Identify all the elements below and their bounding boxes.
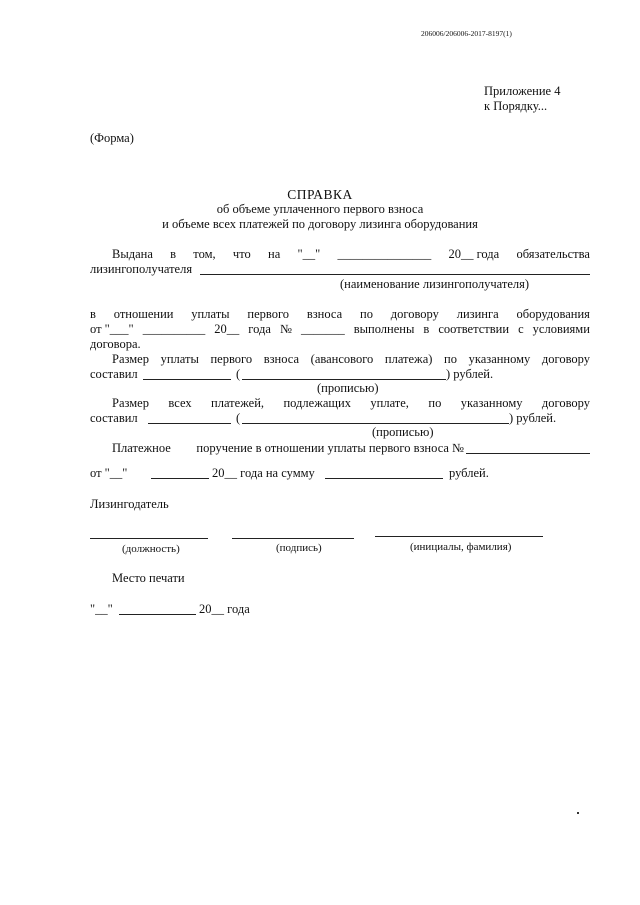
lessor-label: Лизингодатель [90, 497, 169, 511]
payment-word: уплаты [191, 307, 230, 321]
all-payments-suffix: ) рублей. [509, 411, 557, 425]
signature-line [232, 538, 354, 539]
all-payments-word: всех [168, 396, 192, 410]
form-label: (Форма) [90, 131, 134, 145]
payment-word: лизинга [456, 307, 499, 321]
payment-line-1 [90, 307, 590, 322]
payment-word: 20__ [214, 322, 240, 336]
payment-word: первого [247, 307, 290, 321]
payment-order-word: Платежное [112, 441, 171, 455]
payment-order-sum-line [325, 478, 443, 479]
first-payment-word: платежа) [384, 352, 433, 366]
first-payment-prefix: составил [90, 367, 138, 381]
all-payments-word: уплате, [370, 396, 409, 410]
all-payments-words-line [242, 423, 509, 424]
payment-line-2 [90, 322, 590, 337]
first-payment-word: договору [541, 352, 590, 366]
payment-word: года [248, 322, 271, 336]
first-payment-caption: (прописью) [317, 381, 379, 395]
first-payment-suffix: ) рублей. [446, 367, 494, 381]
stamp-label: Место печати [112, 571, 185, 585]
payment-word: от "___" [90, 322, 134, 336]
document-subtitle-1: об объеме уплаченного первого взноса [216, 202, 424, 216]
first-payment-word: Размер [112, 352, 149, 366]
scan-mark [577, 812, 579, 814]
all-payments-caption: (прописью) [372, 425, 434, 439]
issued-line-1 [112, 247, 590, 262]
first-payment-word: взноса [263, 352, 300, 366]
document-subtitle-2: и объеме всех платежей по договору лизинга оборудования [162, 217, 478, 231]
issued-day-blank: "__" [297, 247, 321, 261]
payment-order-date-mid: 20__ года на сумму [212, 466, 315, 480]
first-payment-word: (авансового [310, 352, 374, 366]
all-payments-line-1 [112, 396, 590, 411]
lessee-caption: (наименование лизингополучателя) [340, 277, 530, 291]
issued-word: том, [193, 247, 216, 261]
payment-word: _______ [300, 322, 345, 336]
all-payments-paren-open: ( [236, 411, 241, 425]
lessee-label: лизингополучателя [90, 262, 193, 276]
all-payments-prefix: составил [90, 411, 138, 425]
payment-line-3: договора. [90, 337, 141, 351]
first-payment-word: по [444, 352, 457, 366]
issued-word: Выдана [112, 247, 153, 261]
first-payment-word: первого [210, 352, 253, 366]
date-month-line [119, 614, 196, 615]
issued-month-blank: _______________ [337, 247, 432, 261]
all-payments-word: договору [541, 396, 590, 410]
first-payment-word: уплаты [160, 352, 199, 366]
payment-word: выполнены [353, 322, 415, 336]
payment-word: в [90, 307, 96, 321]
all-payments-word: подлежащих [283, 396, 351, 410]
issued-word: на [268, 247, 281, 261]
position-line [90, 538, 208, 539]
payment-word: соответствии [438, 322, 510, 336]
payment-word: № [279, 322, 292, 336]
all-payments-amount-line [148, 423, 231, 424]
document-title: СПРАВКА [287, 187, 353, 202]
payment-order-word: поручение в отношении уплаты первого взноса № [196, 441, 464, 455]
payment-word: оборудования [516, 307, 590, 321]
first-payment-line-1 [112, 352, 590, 367]
payment-order-date-prefix: от "__" [90, 466, 128, 480]
payment-word: условиями [532, 322, 590, 336]
issued-word: в [170, 247, 177, 261]
payment-order-number-line [466, 453, 590, 454]
first-payment-amount-line [143, 379, 231, 380]
date-year: 20__ года [199, 602, 250, 616]
name-caption: (инициалы, фамилия) [410, 541, 512, 553]
payment-word: __________ [142, 322, 206, 336]
first-payment-words-line [242, 379, 446, 380]
issued-word: что [232, 247, 251, 261]
position-caption: (должность) [122, 543, 180, 555]
all-payments-word: по [428, 396, 442, 410]
first-payment-paren-open: ( [236, 367, 241, 381]
lessee-name-line [200, 274, 590, 275]
signature-caption: (подпись) [276, 542, 322, 554]
appendix-reference: к Порядку... [484, 99, 548, 113]
issued-year: 20__ года [448, 247, 500, 261]
first-payment-word: указанному [468, 352, 531, 366]
payment-word: в [423, 322, 430, 336]
all-payments-word: платежей, [211, 396, 265, 410]
payment-order-suffix: рублей. [449, 466, 489, 480]
payment-word: договору [390, 307, 439, 321]
document-number: 206006/206006-2017-8197(1) [421, 29, 512, 38]
date-day-blank: "__" [90, 602, 113, 616]
payment-word: взноса [306, 307, 343, 321]
issued-word: обязательства [516, 247, 590, 261]
all-payments-word: Размер [112, 396, 149, 410]
payment-order-month-line [151, 478, 209, 479]
all-payments-word: указанному [460, 396, 523, 410]
payment-word: отношении [113, 307, 174, 321]
payment-word: с [518, 322, 524, 336]
payment-word: по [360, 307, 373, 321]
appendix-label: Приложение 4 [484, 84, 561, 98]
payment-order-line-1 [112, 441, 464, 456]
name-line [375, 536, 543, 537]
